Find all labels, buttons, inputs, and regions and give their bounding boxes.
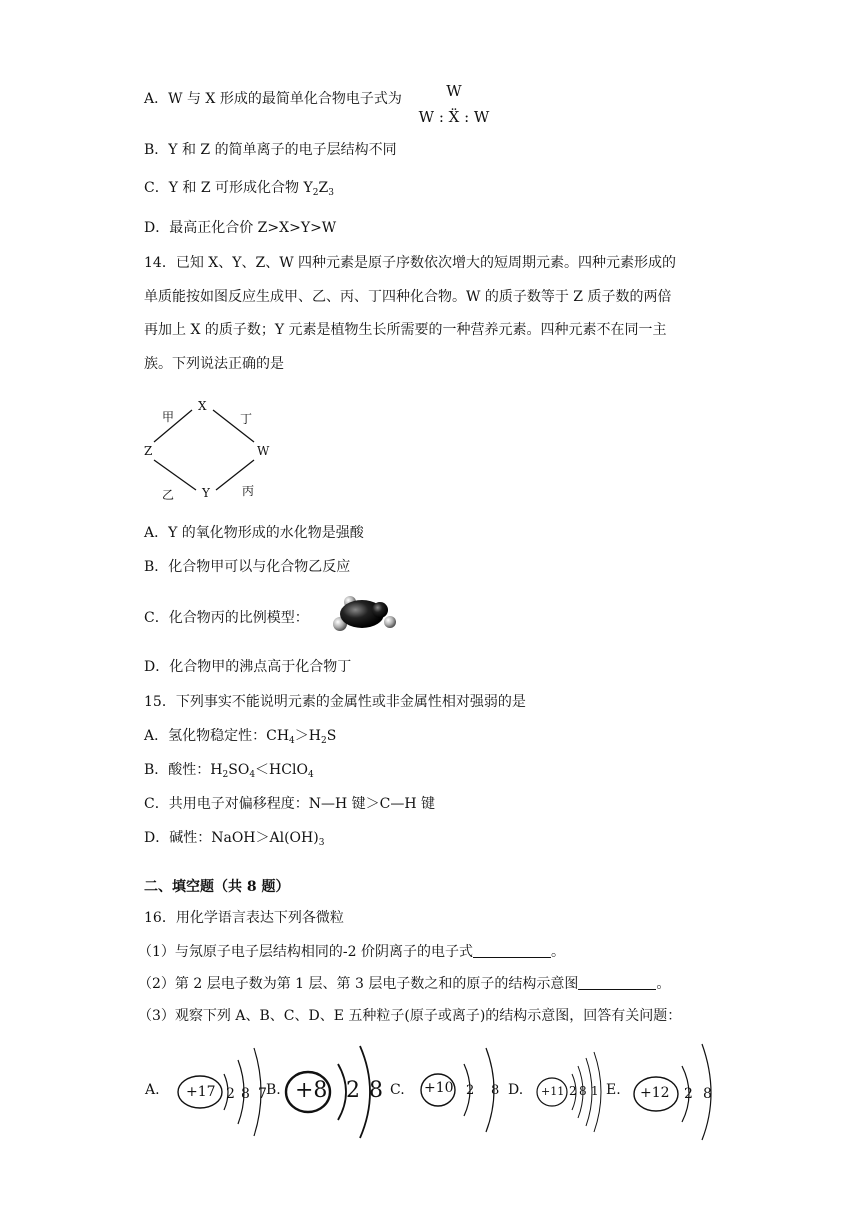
diagram-label-y: Y <box>202 486 210 500</box>
q13-option-b: B．Y 和 Z 的简单离子的电子层结构不同 <box>144 142 397 158</box>
atom-c-nucleus: +10 <box>424 1080 454 1096</box>
diagram-label-bing: 丙 <box>242 484 255 498</box>
atom-b-shell1: 2 <box>346 1078 360 1103</box>
atom-c-shell2: 8 <box>491 1083 500 1098</box>
q14-stem-line3: 再加上 X 的质子数；Y 元素是植物生长所需要的一种营养元素。四种元素不在同一主 <box>144 322 667 338</box>
atom-e-nucleus: +12 <box>640 1085 670 1101</box>
atom-e-shell1: 2 <box>684 1086 693 1102</box>
formula-bottom: W : Ẍ : W <box>418 108 490 126</box>
q14-stem-line4: 族。下列说法正确的是 <box>144 356 284 372</box>
atom-a-shell2: 8 <box>241 1086 250 1102</box>
atom-a-shell3: 7 <box>258 1086 267 1102</box>
atom-c-shell1: 2 <box>466 1083 475 1098</box>
q14-stem-line1: 14．已知 X、Y、Z、W 四种元素是原子序数依次增大的短周期元素。四种元素形成的 <box>144 255 677 271</box>
atom-b-shell2: 8 <box>369 1078 383 1103</box>
ball-model-image <box>322 594 402 638</box>
q13-option-c: C．Y 和 Z 可形成化合物 $Y_2Z_3$ <box>144 180 334 198</box>
q14-option-d: D．化合物甲的沸点高于化合物丁 <box>144 659 352 675</box>
answer-blank[interactable] <box>473 943 551 958</box>
q15-option-a: A．氢化物稳定性：$CH_4>H_2S$ <box>144 728 337 746</box>
q13-option-a: A．W 与 X 形成的最简单化合物电子式为 <box>144 91 402 107</box>
atom-d-shell1: 2 <box>569 1084 577 1098</box>
atom-a-label: A. <box>145 1082 160 1098</box>
q16-part3: （3）观察下列 A、B、C、D、E 五种粒子(原子或离子)的结构示意图，回答有关问题： <box>138 1008 682 1024</box>
reaction-diagram <box>140 394 280 504</box>
atom-a-shell1: 2 <box>226 1086 235 1102</box>
atom-d-label: D. <box>508 1082 524 1098</box>
q13-electron-formula <box>418 78 490 130</box>
atom-b-nucleus: +8 <box>295 1078 328 1103</box>
atom-e-label: E. <box>606 1082 621 1098</box>
q16-part2: （2）第 2 层电子数为第 1 层、第 3 层电子数之和的原子的结构示意图 。 <box>138 976 671 992</box>
section-title: 二、填空题（共 8 题） <box>144 879 290 895</box>
q14-option-a: A．Y 的氧化物形成的水化物是强酸 <box>144 525 364 541</box>
q13-option-d: D．最高正化合价 Z>X>Y>W <box>144 220 337 236</box>
atom-d-shell3: 1 <box>591 1084 599 1098</box>
atom-c-label: C. <box>390 1082 405 1098</box>
q14-option-b: B．化合物甲可以与化合物乙反应 <box>144 559 351 575</box>
diagram-label-yi: 乙 <box>162 488 175 502</box>
atom-d-nucleus: +11 <box>541 1085 565 1098</box>
atom-e-shell2: 8 <box>703 1086 712 1102</box>
q15-stem: 15．下列事实不能说明元素的金属性或非金属性相对强弱的是 <box>144 694 526 710</box>
q15-option-c: C．共用电子对偏移程度：N—H 键＞C—H 键 <box>144 796 435 812</box>
answer-blank[interactable] <box>578 975 656 990</box>
diagram-label-w: W <box>257 444 270 458</box>
atom-b-label: B. <box>266 1082 281 1098</box>
formula-top: W <box>446 82 462 100</box>
atom-d-shell2: 8 <box>579 1084 587 1098</box>
atom-a-shells <box>170 1040 270 1140</box>
q15-option-b: B．酸性：$H_2SO_4<HClO_4$ <box>144 762 314 780</box>
atom-a-nucleus: +17 <box>186 1084 216 1100</box>
atom-diagram-row <box>0 1040 860 1140</box>
diagram-label-x: X <box>198 399 207 413</box>
q14-stem-line2: 单质能按如图反应生成甲、乙、丙、丁四种化合物。W 的质子数等于 Z 质子数的两倍 <box>144 289 672 305</box>
q16-stem: 16．用化学语言表达下列各微粒 <box>144 910 344 926</box>
diagram-label-z: Z <box>144 444 153 458</box>
diagram-label-jia: 甲 <box>162 410 175 424</box>
q14-option-c: C．化合物丙的比例模型： <box>144 610 309 626</box>
q16-part1: （1）与氖原子电子层结构相同的-2 价阴离子的电子式 。 <box>138 944 565 960</box>
q15-option-d: D．碱性：$NaOH>Al(OH)_3$ <box>144 830 325 848</box>
diagram-label-ding: 丁 <box>240 412 253 426</box>
